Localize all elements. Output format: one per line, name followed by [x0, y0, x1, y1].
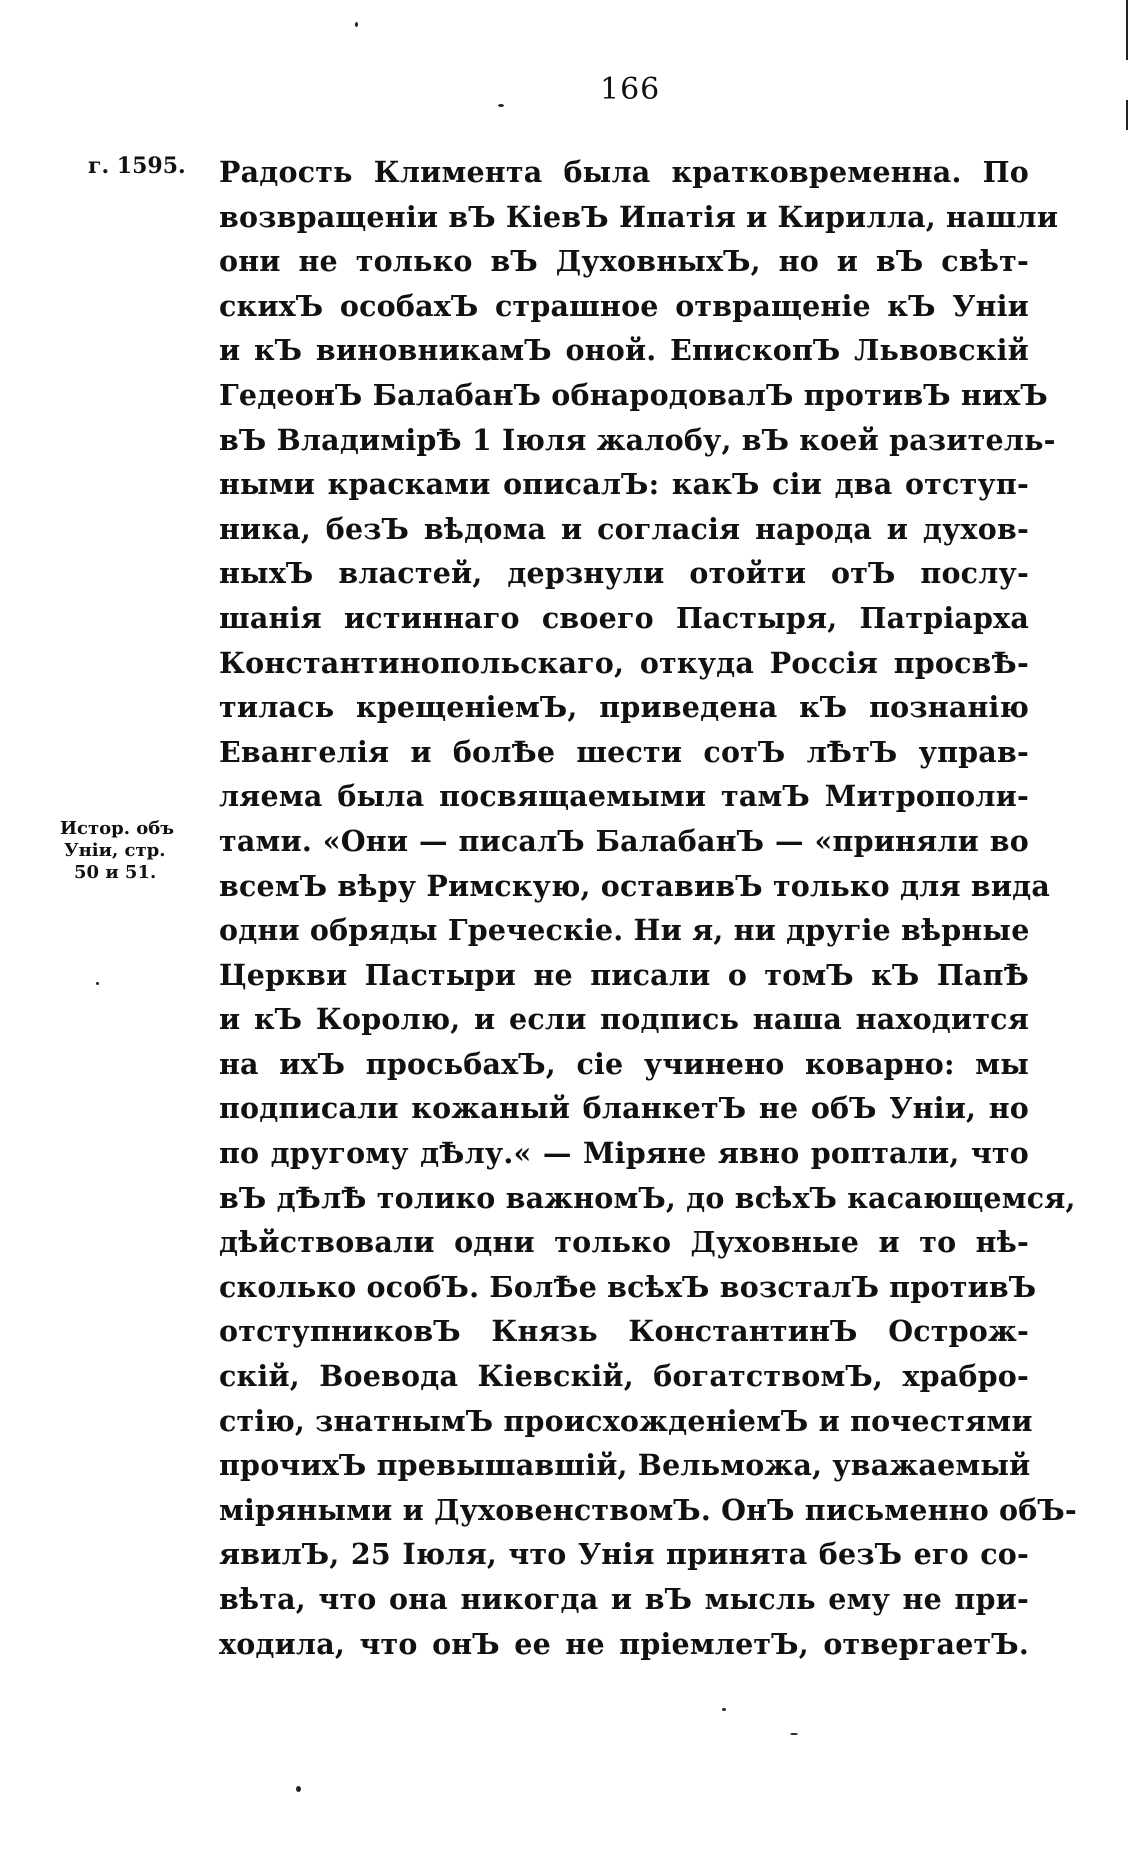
text-line: Константинопольскаго, откуда Россія просвѢ- — [219, 645, 1029, 680]
text-line: они не только вЪ ДуховныхЪ, но и вЪ свѣт- — [219, 244, 1029, 279]
text-line: скихЪ особахЪ страшное отвращеніе кЪ Уніи — [219, 288, 1029, 323]
text-line: вѣта, что она никогда и вЪ мысль ему не при- — [219, 1582, 1029, 1616]
margin-year: г. 1595. — [88, 153, 186, 179]
margin-note — [60, 818, 220, 884]
text-line: тами. «Они — писалЪ БалабанЪ — «приняли во — [219, 823, 1029, 858]
text-line: сколько особЪ. БолѢе всѣхЪ возсталЪ противЪ — [219, 1269, 1037, 1304]
text-line: ходила, что онЪ ее не пріемлетЪ, отвергаетЪ. — [219, 1626, 1029, 1661]
scan-edge-line — [1126, 0, 1128, 60]
text-line: вЪ дѢлѢ толико важномЪ, до всѣхЪ касающемся, — [219, 1180, 1076, 1215]
text-line: явилЪ, 25 Іюля, что Унія принята безЪ его со- — [219, 1537, 1029, 1572]
text-line: ГедеонЪ БалабанЪ обнародовалЪ противЪ нихЪ — [219, 377, 1048, 412]
scan-edge-line — [1126, 100, 1128, 130]
text-line: по другому дѢлу.« — Міряне явно роптали, что — [219, 1136, 1029, 1171]
margin-note-line: Уніи, стр. — [64, 840, 166, 861]
text-line: вЪ ВладимірѢ 1 Іюля жалобу, вЪ коей разитель- — [219, 422, 1056, 457]
text-line: отступниковЪ Князь КонстантинЪ Острож- — [219, 1314, 1029, 1349]
text-line: дѣйствовали одни только Духовные и то нѣ- — [219, 1225, 1029, 1260]
text-line: ляема была посвящаемыми тамЪ Митрополи- — [219, 779, 1029, 814]
scan-speck — [722, 1708, 726, 1711]
body-text — [219, 150, 1077, 1666]
text-line: шанія истиннаго своего Пастыря, Патріарха — [219, 600, 1029, 635]
text-line: всемЪ вѣру Римскую, оставивЪ только для вида — [219, 868, 1051, 903]
text-line: скій, Воевода Кіевскій, богатствомЪ, храбро- — [219, 1359, 1029, 1394]
scan-speck — [296, 1786, 301, 1792]
text-line: возвращеніи вЪ КіевЪ Ипатія и Кирилла, нашли — [219, 199, 1059, 234]
scan-speck — [96, 982, 99, 985]
margin-note-line: Истор. объ — [60, 818, 175, 839]
scan-speck — [498, 104, 504, 107]
text-line: міряными и ДуховенствомЪ. ОнЪ письменно обЪ- — [219, 1492, 1077, 1527]
scan-speck — [355, 22, 358, 27]
text-line: Церкви Пастыри не писали о томЪ кЪ ПапѢ — [219, 957, 1029, 992]
text-line: стію, знатнымЪ происхожденіемЪ и почестями — [219, 1403, 1033, 1438]
text-line: ника, безЪ вѣдома и согласія народа и духов- — [219, 511, 1029, 546]
text-line: прочихЪ превышавшій, Вельможа, уважаемый — [219, 1448, 1031, 1483]
text-line: и кЪ Королю, и если подпись наша находится — [219, 1002, 1029, 1037]
margin-note-line: 50 и 51. — [74, 862, 157, 883]
text-line: и кЪ виновникамЪ оной. ЕпископЪ Львовскій — [219, 333, 1029, 368]
text-line: Радость Климента была кратковременна. По — [219, 155, 1029, 189]
text-line: Евангелія и болѢе шести сотЪ лѢтЪ управ- — [219, 734, 1029, 769]
text-line: на ихЪ просьбахЪ, сіе учинено коварно: мы — [219, 1046, 1029, 1081]
text-line: тилась крещеніемЪ, приведена кЪ познанію — [219, 690, 1029, 725]
text-line: ными красками описалЪ: какЪ сіи два отступ- — [219, 467, 1029, 502]
page-number: 166 — [600, 72, 661, 107]
text-line: ныхЪ властей, дерзнули отойти отЪ послу- — [219, 556, 1029, 591]
scan-speck — [790, 1733, 798, 1735]
text-line: подписали кожаный бланкетЪ не обЪ Уніи, но — [219, 1091, 1029, 1126]
text-line: одни обряды Греческіе. Ни я, ни другіе вѣрные — [219, 913, 1030, 948]
